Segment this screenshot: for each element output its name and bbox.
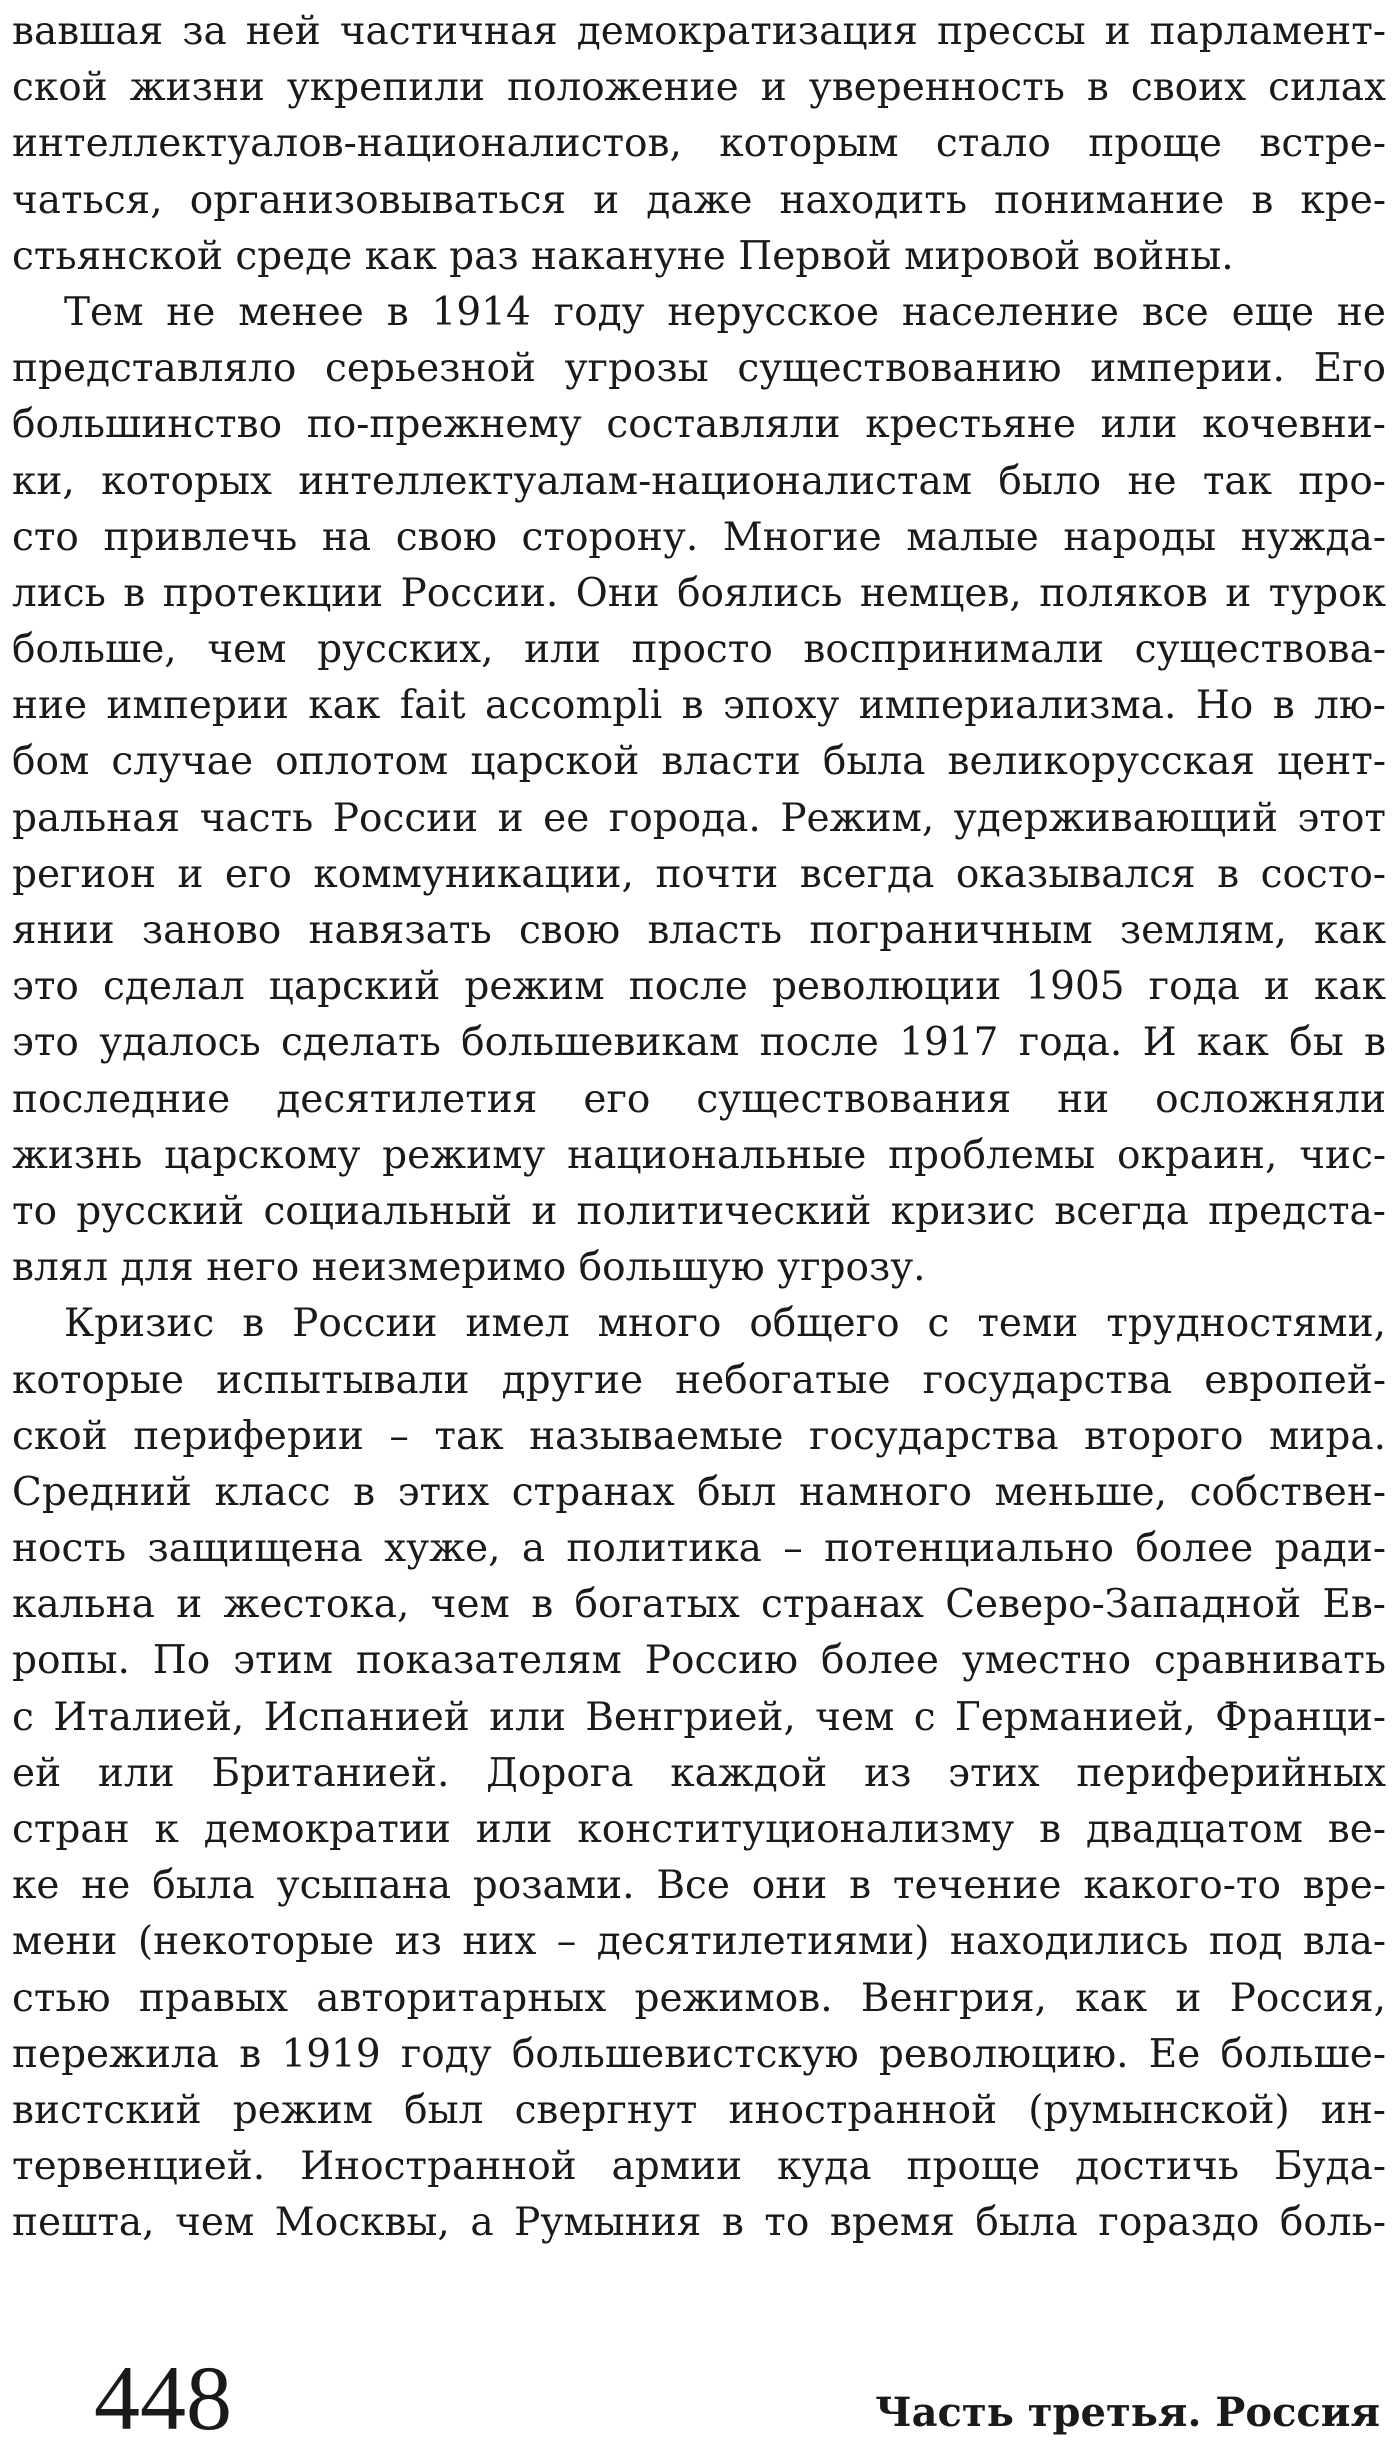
page-number: 448 — [94, 2347, 232, 2449]
text-line: жизнь царскому режиму национальные проблемы окраин, чис- — [12, 1132, 1386, 1178]
text-line: ропы. По этим показателям Россию более уместно сравнивать — [12, 1638, 1386, 1684]
running-title: Часть третья. Россия — [875, 2389, 1380, 2436]
text-line: ской жизни укрепили положение и уверенность в своих силах — [12, 65, 1386, 111]
text-line: ке не была усыпана розами. Все они в течение какого-то вре- — [12, 1863, 1386, 1909]
text-line: вистский режим был свергнут иностранной (румынской) ин- — [12, 2087, 1386, 2133]
text-line: с Италией, Испанией или Венгрией, чем с Германией, Франци- — [12, 1694, 1386, 1740]
text-line: тервенцией. Иностранной армии куда проще достичь Буда- — [12, 2144, 1386, 2190]
text-line: это сделал царский режим после революции 1905 года и как — [12, 964, 1386, 1010]
text-line: регион и его коммуникации, почти всегда оказывался в состо- — [12, 851, 1386, 897]
text-line: лись в протекции России. Они боялись немцев, поляков и турок — [12, 570, 1386, 616]
text-line: ей или Британией. Дорога каждой из этих периферийных — [12, 1750, 1386, 1796]
text-line: представляло серьезной угрозы существованию империи. Его — [12, 346, 1386, 392]
text-line: это удалось сделать большевикам после 1917 года. И как бы в — [12, 1020, 1386, 1066]
text-line: ность защищена хуже, а политика – потенциально более ради- — [12, 1526, 1386, 1572]
text-line: которые испытывали другие небогатые государства европей- — [12, 1357, 1386, 1403]
text-line: ние империи как fait accompli в эпоху империализма. Но в лю- — [12, 683, 1386, 729]
text-line: пережила в 1919 году большевистскую революцию. Ее больше- — [12, 2031, 1386, 2077]
text-line: последние десятилетия его существования ни осложняли — [12, 1076, 1386, 1122]
text-line: ральная часть России и ее города. Режим, удерживающий этот — [12, 795, 1386, 841]
text-line: ки, которых интеллектуалам-националистам было не так про- — [12, 458, 1386, 504]
text-line: вавшая за ней частичная демократизация прессы и парламент- — [12, 9, 1386, 54]
text-line: стран к демократии или конституционализму в двадцатом ве- — [12, 1807, 1386, 1852]
text-line: Средний класс в этих странах был намного меньше, собствен- — [12, 1469, 1386, 1515]
text-line: большинство по-прежнему составляли крестьяне или кочевни- — [12, 402, 1386, 448]
paragraph — [12, 285, 1386, 1296]
text-line: чаться, организовываться и даже находить понимание в кре- — [12, 177, 1386, 223]
text-line: стьянской среде как раз накануне Первой мировой войны. — [12, 233, 1234, 279]
text-line: больше, чем русских, или просто воспринимали существова- — [12, 627, 1386, 673]
page-footer — [0, 2348, 1398, 2448]
paragraph — [12, 1296, 1386, 2251]
text-line: влял для него неизмеримо большую угрозу. — [12, 1245, 926, 1291]
text-line: пешта, чем Москвы, а Румыния в то время была гораздо боль- — [12, 2200, 1386, 2246]
page-body — [12, 4, 1386, 2252]
text-line: Кризис в России имел много общего с теми трудностями, — [64, 1301, 1386, 1347]
text-line: кальна и жестока, чем в богатых странах Северо-Западной Ев- — [12, 1582, 1386, 1628]
text-line: ской периферии – так называемые государства второго мира. — [12, 1413, 1386, 1459]
text-line: сто привлечь на свою сторону. Многие малые народы нужда- — [12, 514, 1386, 560]
text-line: то русский социальный и политический кризис всегда предста- — [12, 1188, 1386, 1234]
text-line: янии заново навязать свою власть пограничным землям, как — [12, 908, 1386, 953]
text-line: бом случае оплотом царской власти была великорусская цент- — [12, 739, 1386, 785]
paragraph-continued — [12, 4, 1386, 285]
text-line: стью правых авторитарных режимов. Венгрия, как и Россия, — [12, 1975, 1386, 2021]
text-line: мени (некоторые из них – десятилетиями) находились под вла- — [12, 1919, 1386, 1965]
text-line: Тем не менее в 1914 году нерусское население все еще не — [64, 289, 1386, 335]
text-line: интеллектуалов-националистов, которым стало проще встре- — [12, 121, 1386, 167]
